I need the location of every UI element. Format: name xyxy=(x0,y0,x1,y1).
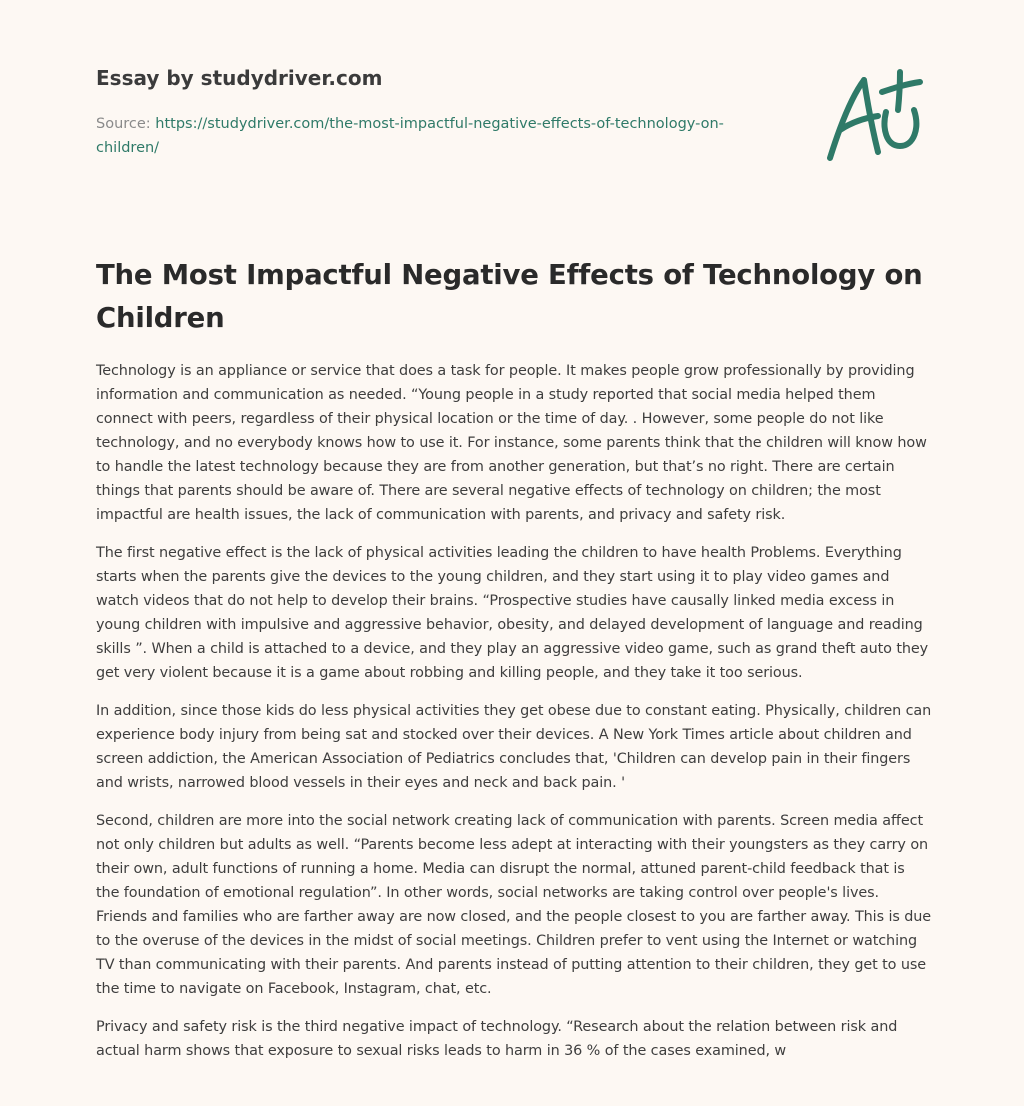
site-title: Essay by studydriver.com xyxy=(96,66,383,90)
article-paragraph: The first negative effect is the lack of physical activities leading the children to have health Problems. Everything starts when the parents give the devices to the young children, and they start using it to play video games and watch videos that do not help to develop their brains. “Prospective studies have causally linked media excess in young children with impulsive and aggressive behavior, obesity, and delayed development of language and reading skills ”. When a child is attached to a device, and they play an aggressive video game, such as grand theft auto they get very violent because it is a game about robbing and killing people, and they take it too serious. xyxy=(96,545,929,681)
source-label: Source: xyxy=(96,116,156,132)
article-paragraph: In addition, since those kids do less physical activities they get obese due to constant eating. Physically, children can experience body injury from being sat and stocked over their devices. A New York Times article about children and screen addiction, the American Association of Pediatrics concludes that, 'Children can develop pain in their fingers and wrists, narrowed blood vessels in their eyes and neck and back pain. ' xyxy=(96,703,932,791)
article-paragraph: Privacy and safety risk is the third negative impact of technology. “Research about the relation between risk and actual harm shows that exposure to sexual risks leads to harm in 36 % of the cases examined, w xyxy=(96,1019,898,1059)
source-link[interactable]: https://studydriver.com/the-most-impactful-negative-effects-of-technology-on-children/ xyxy=(96,116,724,156)
article-title: The Most Impactful Negative Effects of Technology on Children xyxy=(96,259,923,334)
article xyxy=(96,254,932,1077)
page-header xyxy=(96,64,796,160)
article-paragraph: Second, children are more into the social network creating lack of communication with parents. Screen media affect not only children but adults as well. “Parents become less adept at interacting with their youngsters as they carry on their own, adult functions of running a home. Media can disrupt the normal, attuned parent-child feedback that is the foundation of emotional regulation”. In other words, social networks are taking control over people's lives. Friends and families who are farther away are now closed, and the people closest to you are farther away. This is due to the overuse of the devices in the midst of social meetings. Children prefer to vent using the Internet or watching TV than communicating with their parents. And parents instead of putting attention to their children, they get to use the time to navigate on Facebook, Instagram, chat, etc. xyxy=(96,813,932,997)
source-line xyxy=(96,112,756,160)
a-plus-logo-icon xyxy=(820,66,930,166)
article-paragraph: Technology is an appliance or service that does a task for people. It makes people grow professionally by providing information and communication as needed. “Young people in a study reported that social media helped them connect with peers, regardless of their physical location or the time of day. . However, some people do not like technology, and no everybody knows how to use it. For instance, some parents think that the children will know how to handle the latest technology because they are from another generation, but that’s no right. There are certain things that parents should be aware of. There are several negative effects of technology on children; the most impactful are health issues, the lack of communication with parents, and privacy and safety risk. xyxy=(96,363,927,523)
